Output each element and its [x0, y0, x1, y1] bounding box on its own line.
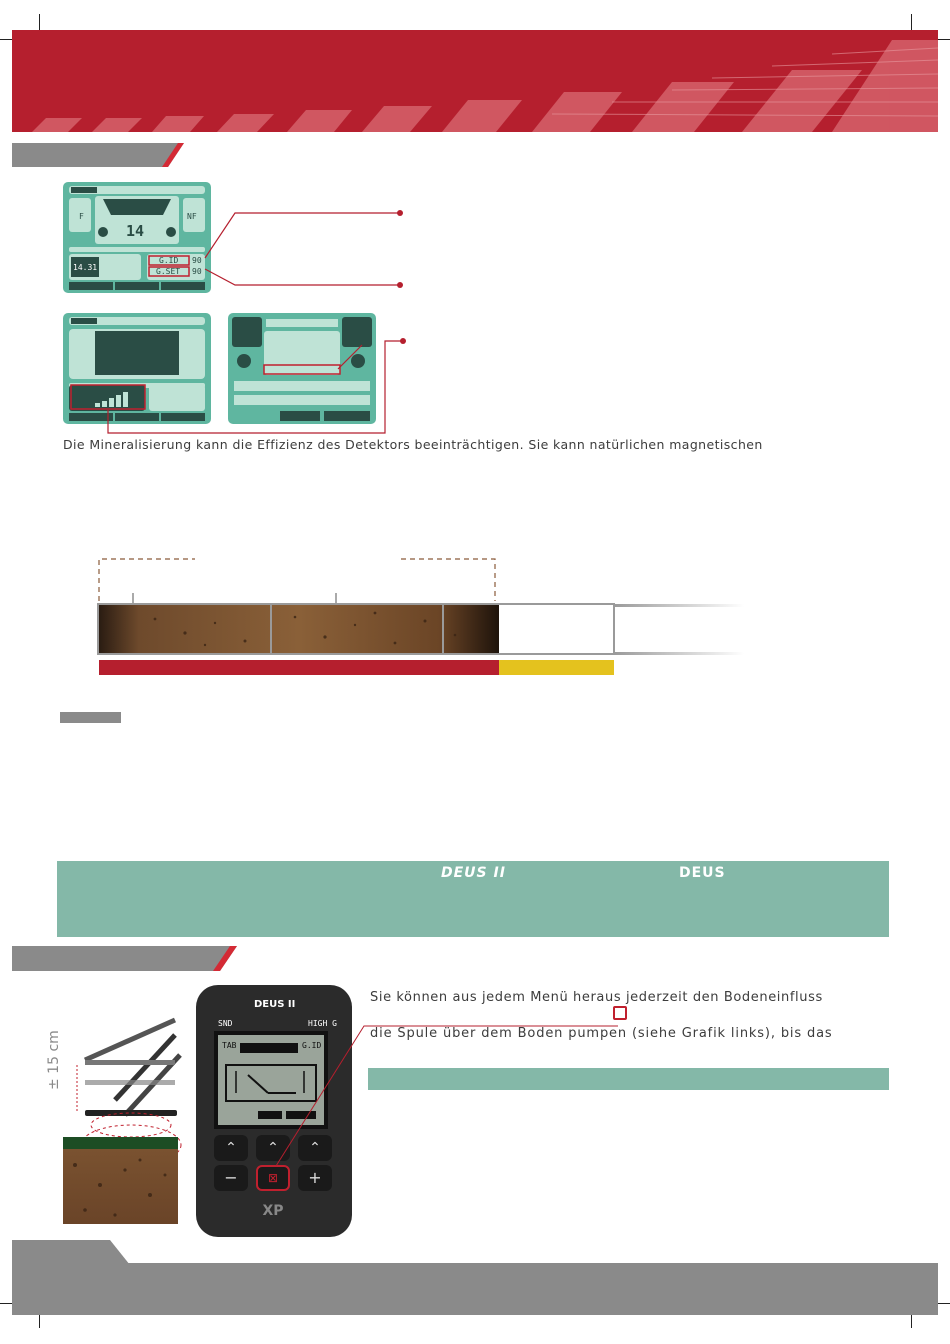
- header-stripes-graphic: [12, 30, 938, 132]
- header-band: [12, 30, 938, 132]
- section-tab-2: [12, 946, 237, 971]
- lcd-gset-label: G.SET: [156, 267, 181, 276]
- lcd-gid-label: G.ID: [159, 256, 179, 265]
- remote-mode-right: HIGH G: [308, 1019, 337, 1028]
- up-button-center[interactable]: ⌃: [256, 1135, 290, 1161]
- pump-icon: [613, 1006, 627, 1020]
- deus-ii-logo: DEUS II: [441, 865, 506, 881]
- remote-brand: DEUS II: [254, 999, 296, 1010]
- note-tab: [60, 712, 121, 723]
- plus-button[interactable]: +: [298, 1165, 332, 1191]
- up-button-left[interactable]: ⌃: [214, 1135, 248, 1161]
- ground-influence-diagram: [95, 553, 745, 683]
- up-button-right[interactable]: ⌃: [298, 1135, 332, 1161]
- minus-button[interactable]: −: [214, 1165, 248, 1191]
- lcd-label-f: F: [79, 212, 84, 221]
- lcd-screen-main: [63, 182, 211, 293]
- remote-tab-left: TAB: [222, 1041, 237, 1050]
- remote-tab-right: G.ID: [302, 1041, 322, 1050]
- section-tab-1: [12, 143, 184, 167]
- callout-pump: [268, 1018, 628, 1178]
- paragraph-pump-line2: die Spule über dem Boden pumpen (siehe Grafik links), bis das: [370, 1026, 833, 1041]
- coil-pumping-illustration: [55, 1015, 185, 1227]
- info-panel: [57, 861, 889, 937]
- footer-band: [12, 1263, 938, 1315]
- lcd-gid-value: 90: [192, 256, 202, 265]
- remote-mode-left: SND: [218, 1019, 233, 1028]
- lcd-frequency: 14.31: [73, 263, 98, 272]
- coil-height-label: ± 15 cm: [46, 1030, 62, 1090]
- paragraph-mineralization: Die Mineralisierung kann die Effizienz des Detektors beeinträchtigen. Sie kann natürlichen magnetischen: [63, 437, 763, 452]
- lcd-center-value: 14: [126, 222, 145, 240]
- lcd-label-nf: NF: [187, 212, 197, 221]
- lcd-gset-value: 90: [192, 267, 202, 276]
- callout-lines-bottom: [100, 335, 415, 435]
- note-bar: [368, 1068, 889, 1090]
- callout-lines-top: [200, 205, 410, 295]
- footer-tab: [12, 1240, 132, 1265]
- pump-button[interactable]: ⊠: [256, 1165, 290, 1191]
- deus-logo: DEUS: [679, 865, 726, 881]
- xp-logo: XP: [262, 1203, 284, 1219]
- paragraph-pump-line1: Sie können aus jedem Menü heraus jederzeit den Bodeneinfluss: [370, 990, 823, 1005]
